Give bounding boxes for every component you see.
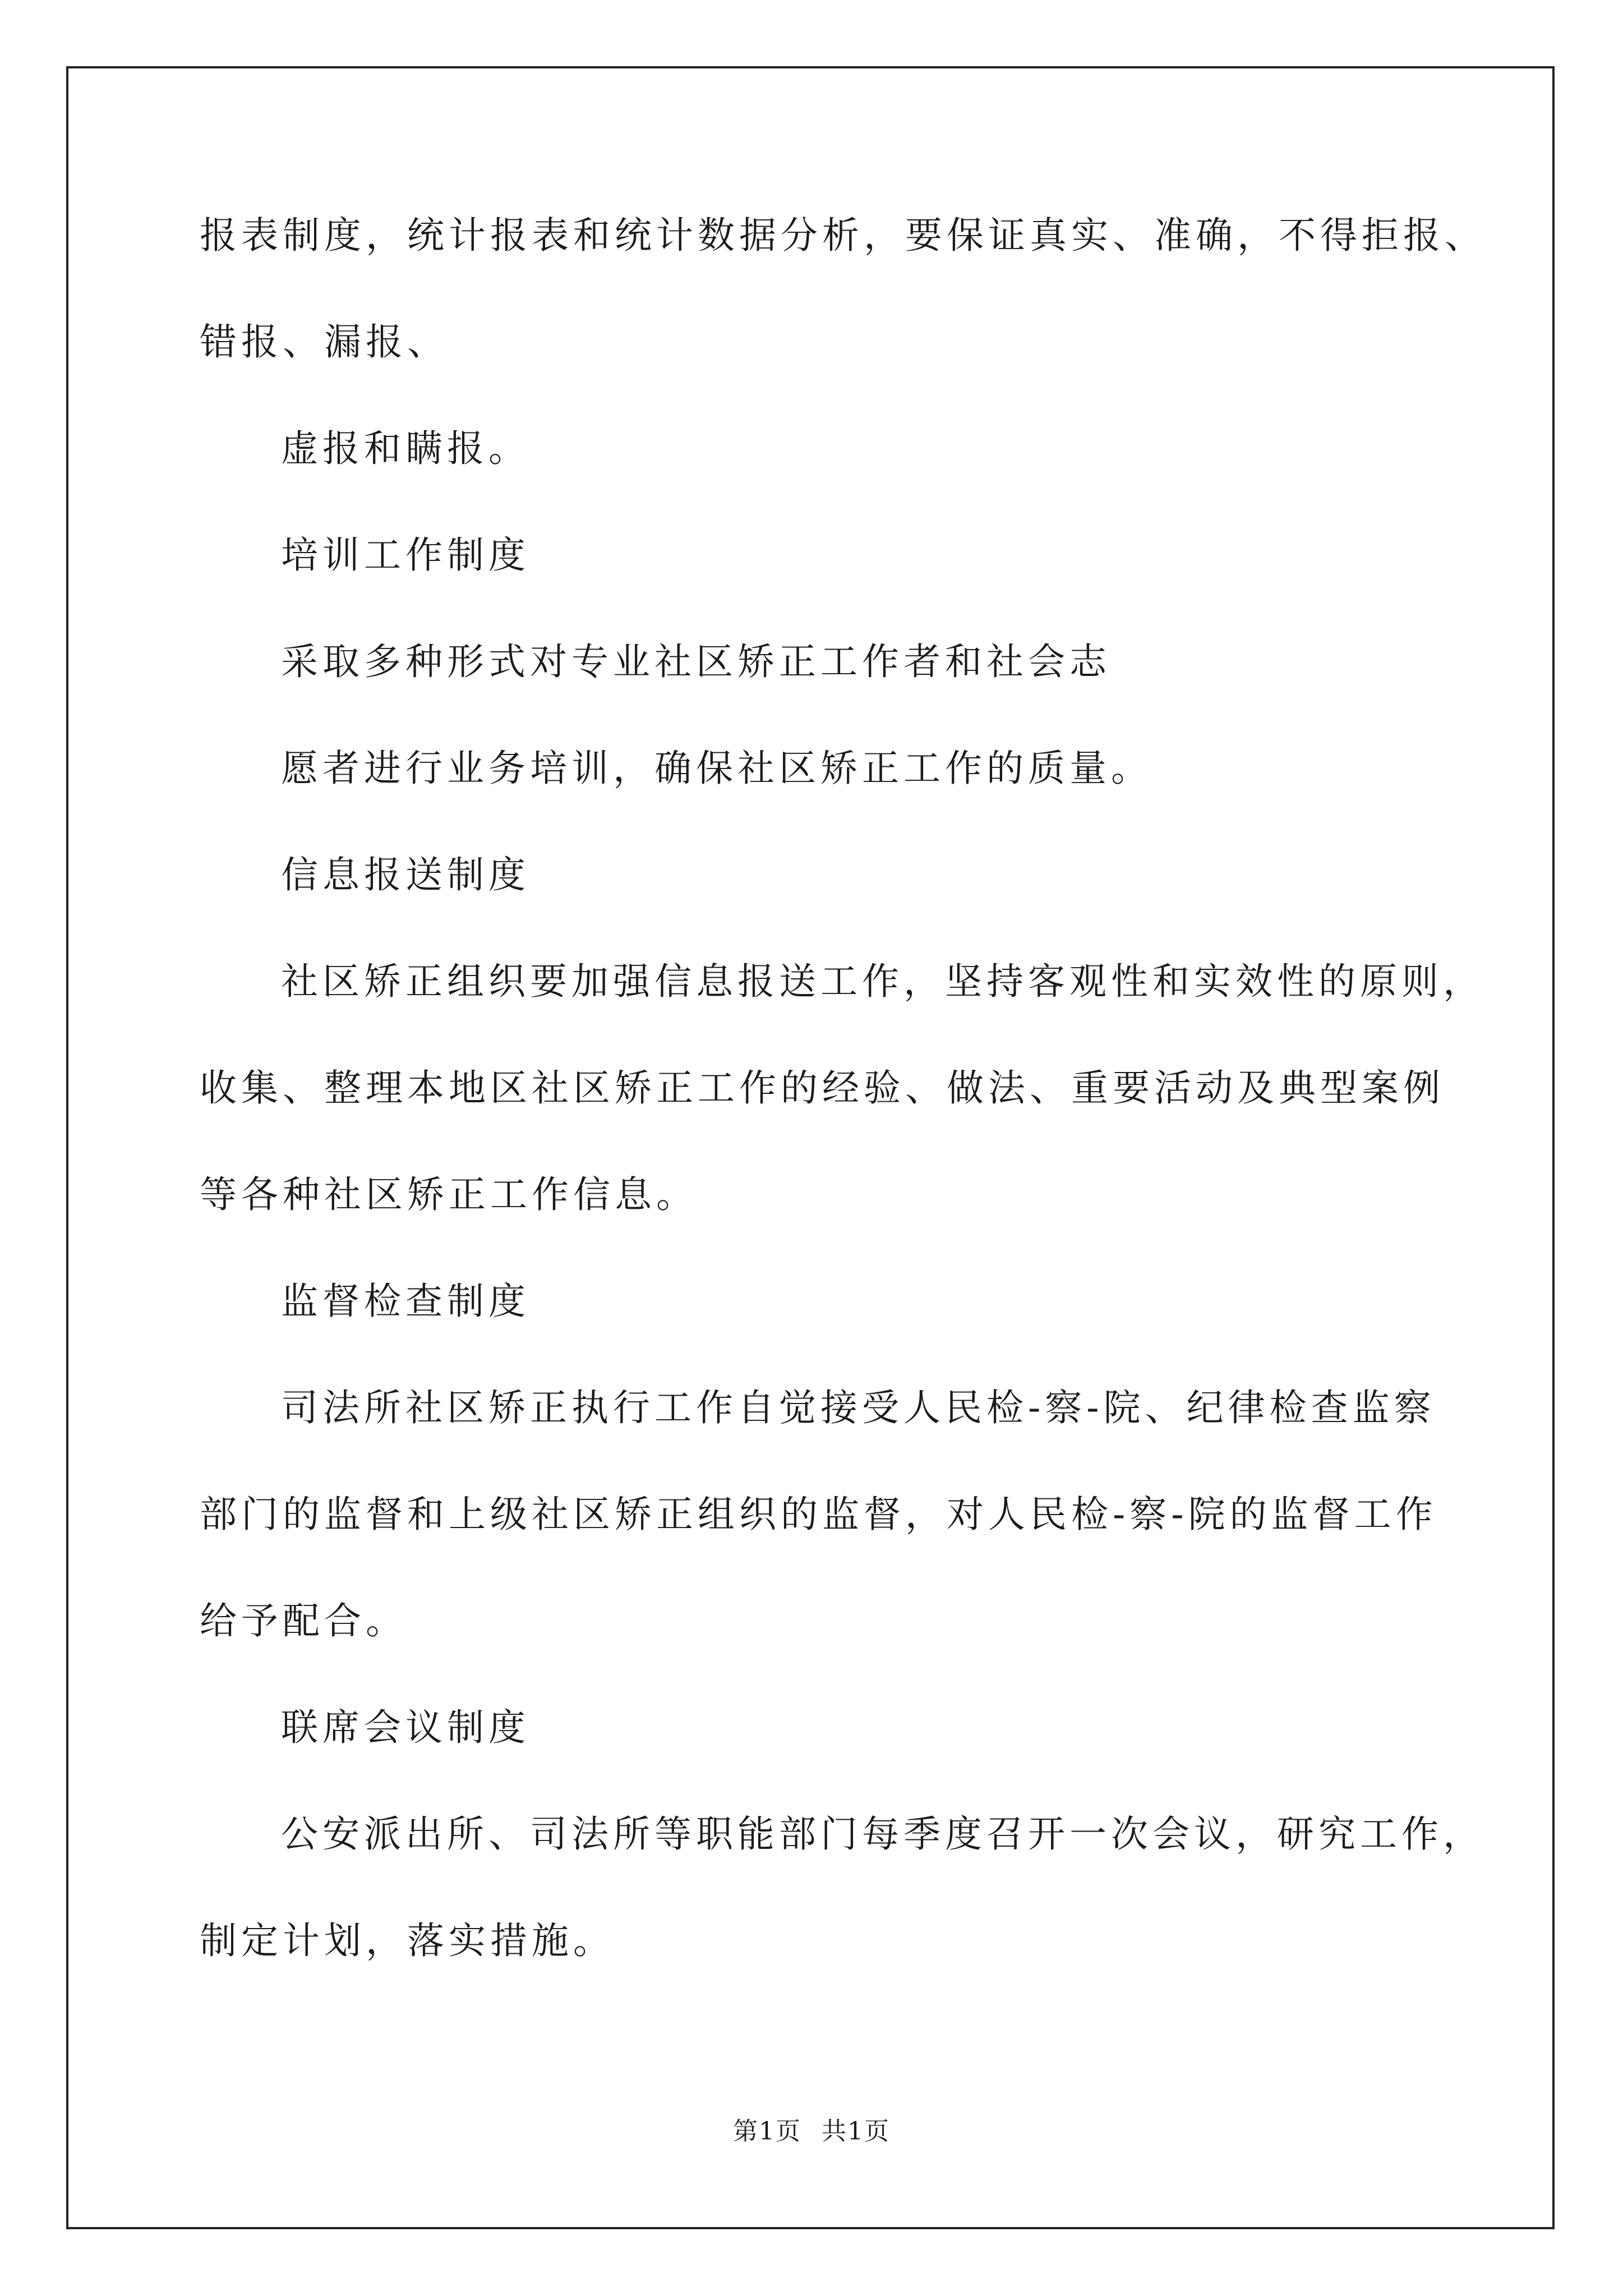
page-footer [0,2115,1623,2148]
paragraph-line: 等各种社区矫正工作信息。 [200,1173,698,1216]
section-heading: 培训工作制度 [281,533,530,577]
section-heading: 信息报送制度 [281,853,530,896]
paragraph-line: 虚报和瞒报。 [281,427,530,470]
paragraph-line: 司法所社区矫正执行工作自觉接受人民检-察-院、纪律检查监察 [281,1386,1436,1429]
page-border [66,66,1555,2229]
paragraph-line: 社区矫正组织要加强信息报送工作，坚持客观性和实效性的原则， [281,960,1484,1003]
section-heading: 联席会议制度 [281,1706,530,1749]
paragraph-line: 收集、整理本地区社区矫正工作的经验、做法、重要活动及典型案例 [200,1066,1445,1110]
paragraph-line: 错报、漏报、 [200,320,449,364]
paragraph-line: 报表制度，统计报表和统计数据分析，要保证真实、准确，不得拒报、 [200,214,1486,257]
paragraph-line: 给予配合。 [200,1599,407,1642]
paragraph-line: 愿者进行业务培训，确保社区矫正工作的质量。 [281,747,1152,790]
paragraph-line: 采取多种形式对专业社区矫正工作者和社会志 [281,640,1111,683]
page-total: 共1页 [822,2117,890,2146]
paragraph-line: 公安派出所、司法所等职能部门每季度召开一次会议，研究工作， [281,1812,1484,1856]
section-heading: 监督检查制度 [281,1280,530,1323]
paragraph-line: 制定计划，落实措施。 [200,1919,615,1962]
page-number: 第1页 [733,2117,801,2146]
paragraph-line: 部门的监督和上级社区矫正组织的监督，对人民检-察-院的监督工作 [200,1493,1437,1536]
